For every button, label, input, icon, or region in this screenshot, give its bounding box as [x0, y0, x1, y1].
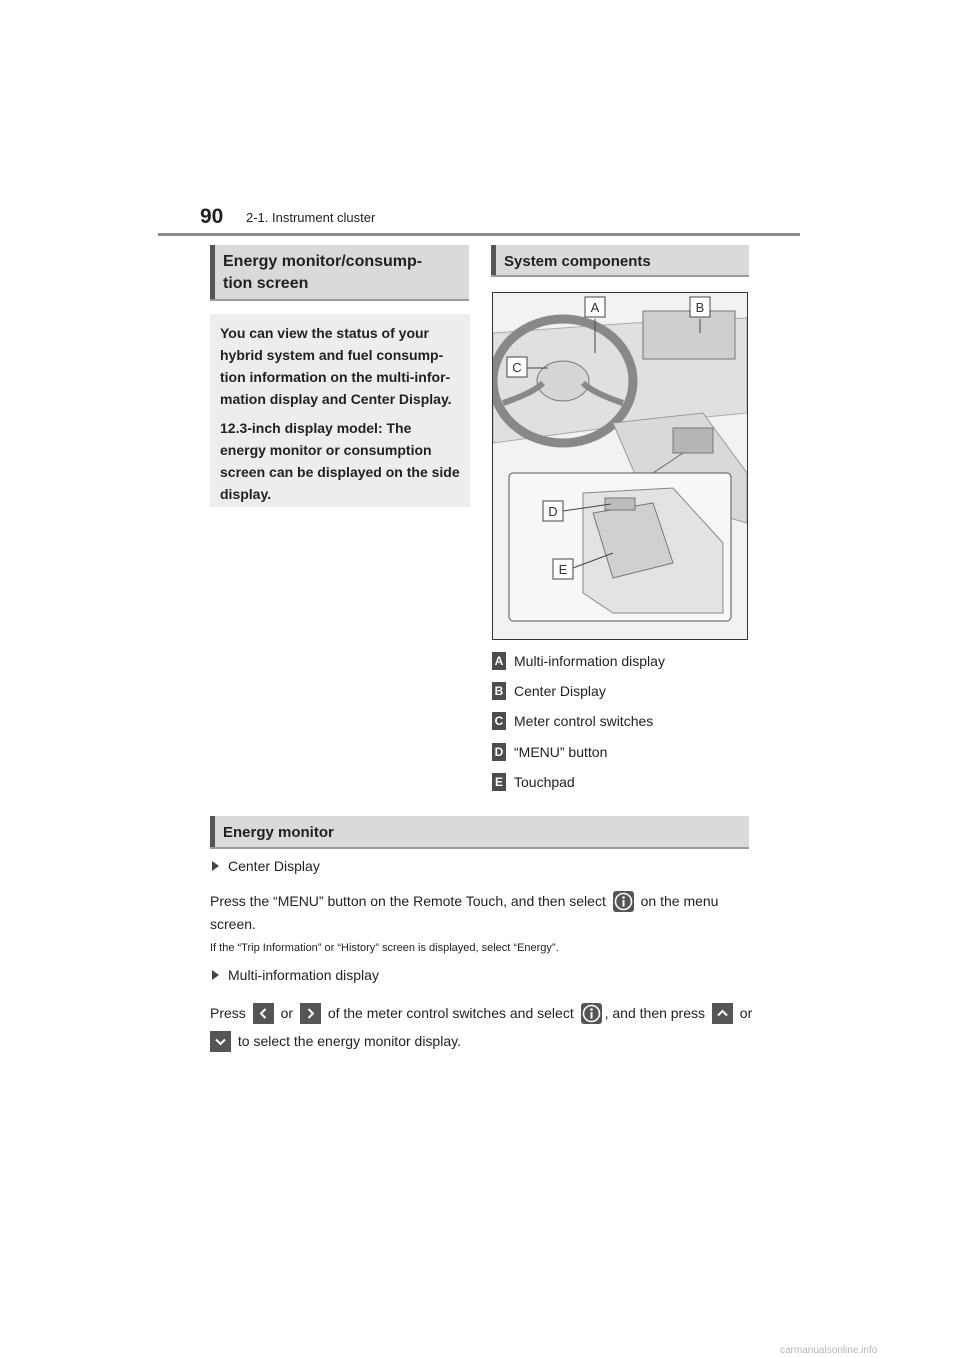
- down-arrow-key-icon: [210, 1031, 231, 1052]
- figure-label-d-text: D: [548, 504, 558, 519]
- info-intro: You can view the status of your hybrid system and fuel consump-tion information on the multi-infor-mation display and Center Display.: [220, 325, 452, 407]
- section-header-energy-consumption: [210, 245, 469, 301]
- section-title: System components: [504, 253, 651, 270]
- para-text: Press: [210, 1005, 246, 1021]
- figure-label-a: [585, 297, 605, 317]
- figure-label-e: [553, 559, 573, 579]
- figure-label-d: [543, 501, 563, 521]
- para-text: or: [739, 1005, 753, 1021]
- figure-label-b: [690, 297, 710, 317]
- bullet-center-display: [212, 858, 320, 874]
- para-text: or: [280, 1005, 294, 1021]
- legend-letter: B: [492, 682, 506, 700]
- para-text: of the meter control switches and select: [327, 1005, 574, 1021]
- legend-item-a: [492, 652, 665, 670]
- legend-item-b: [492, 682, 606, 700]
- para-text: to select the energy monitor display.: [237, 1033, 461, 1049]
- center-display-note: If the “Trip Information” or “History” screen is displayed, select “Energy”.: [210, 942, 559, 954]
- legend-item-e: [492, 773, 575, 791]
- up-arrow-key-icon: [712, 1003, 733, 1024]
- para-text: , and then press: [604, 1005, 706, 1021]
- bullet-triangle-icon: [212, 970, 219, 980]
- center-display-paragraph: [210, 890, 755, 935]
- chapter-title: 2-1. Instrument cluster: [246, 210, 376, 225]
- legend-text: Multi-information display: [514, 653, 665, 669]
- section-header-system-components: [491, 245, 749, 277]
- legend-letter: A: [492, 652, 506, 670]
- bullet-triangle-icon: [212, 861, 219, 871]
- para-text: Press the “MENU” button on the Remote Touch, and then select: [210, 893, 606, 909]
- bullet-multi-information-display: [212, 967, 379, 983]
- para-text: on the menu: [640, 893, 719, 909]
- legend-item-d: [492, 743, 607, 761]
- figure-label-c-text: C: [512, 360, 522, 375]
- legend-text: Touchpad: [514, 774, 575, 790]
- info-icon: [613, 891, 634, 912]
- legend-letter: D: [492, 743, 506, 761]
- legend-text: Meter control switches: [514, 713, 654, 729]
- figure-label-e-text: E: [558, 562, 568, 577]
- left-arrow-key-icon: [253, 1003, 274, 1024]
- info-note: 12.3-inch display model: The energy monitor or consumption screen can be displayed on the side display.: [220, 420, 460, 502]
- section-title-line2: tion screen: [223, 275, 309, 292]
- figure-label-b-text: B: [695, 300, 705, 315]
- legend-letter: E: [492, 773, 506, 791]
- section-header-energy-monitor: [210, 816, 749, 849]
- bullet-text: Multi-information display: [228, 967, 379, 983]
- footer-watermark: carmanualsonline.info: [780, 1345, 878, 1356]
- section-title: Energy monitor: [223, 824, 334, 841]
- para-text: screen.: [210, 915, 256, 932]
- info-icon: [581, 1003, 602, 1024]
- legend-item-c: [492, 712, 653, 730]
- dashboard-drawing: [493, 293, 747, 639]
- header-divider: [158, 233, 800, 236]
- legend-letter: C: [492, 712, 506, 730]
- page-number: 90: [200, 205, 224, 228]
- bullet-text: Center Display: [228, 858, 320, 874]
- section-title-line1: Energy monitor/consump-: [223, 253, 423, 270]
- system-components-illustration: [492, 292, 748, 640]
- multi-information-paragraph: [210, 999, 755, 1055]
- info-box: [210, 314, 470, 507]
- legend-text: Center Display: [514, 683, 606, 699]
- legend-text: “MENU” button: [514, 744, 608, 760]
- right-arrow-key-icon: [300, 1003, 321, 1024]
- figure-label-a-text: A: [590, 300, 600, 315]
- figure-label-c: [507, 357, 527, 377]
